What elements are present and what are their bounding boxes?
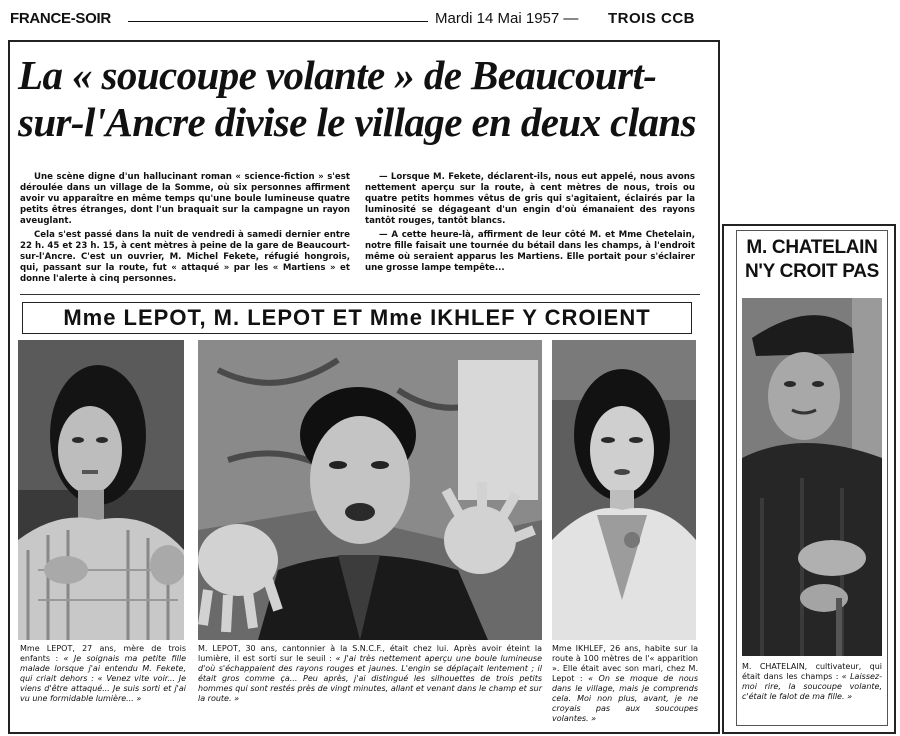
caption-quote: « On se moque de nous dans le village, mais je comprends cela. Moi non plus, avant, je ne croyais pas aux soucoupes volantes. » [552, 674, 698, 723]
sidebar-title [744, 236, 880, 284]
caption-mme-lepot [20, 644, 186, 704]
intro-paragraph: Une scène digne d'un hallucinant roman « science-fiction » s'est déroulée dans un village de la Somme, où six personnes affirment avoir vu apparaître en même temps qu'une boule lumineuse quatre petits êtres étranges, dont l'un braquait sur la campagne un rayon aveuglant. [20, 172, 350, 226]
issue-date: Mardi 14 Mai 1957 — [435, 10, 579, 27]
photo-m-lepot [198, 340, 542, 640]
intro-column-right [365, 172, 695, 277]
sidebar-title-line-2: N'Y CROIT PAS [745, 261, 879, 282]
intro-column-left [20, 172, 350, 288]
intro-paragraph: — Lorsque M. Fekete, déclarent-ils, nous eut appelé, nous avons nettement aperçu sur la route, à cent mètres de nous, trois ou quatre petits hommes vêtus de gris qui s'agitaient, éclairés par la luminosité se dégageant d'un engin d'où émanaient des rayons tantôt rouges, tantôt blancs. [365, 172, 695, 226]
intro-paragraph: Cela s'est passé dans la nuit de vendredi à samedi dernier entre 22 h. 45 et 23 h. 15, à cent mètres à peine de la gare de Beaucourt-sur-l'Ancre. C'est un ouvrier, M. Michel Fekete, réfugié hongrois, qui, passant sur la route, fut « attaqué » par les « Martiens » et donne l'alerte à cinq personnes. [20, 230, 350, 284]
masthead-rule [128, 21, 428, 22]
caption-lead: Mme IKHLEF, 26 ans, habite sur la route à 100 mètres de l'« apparition ». Elle était avec son mari, chez M. Lepot : [552, 644, 698, 683]
newspaper-name: FRANCE-SOIR [10, 10, 111, 27]
caption-quote: « Je soignais ma petite fille malade lorsque j'ai entendu M. Fekete, qui criait dehors : « Venez vite voir... Je viens d'être attaqué... Je suis sorti et j'ai vu une formidable lumière... » [20, 654, 186, 703]
caption-lead: Mme LEPOT, 27 ans, mère de trois enfants : [20, 644, 186, 663]
headline [18, 52, 708, 146]
photo-mme-ikhlef [552, 340, 696, 640]
intro-paragraph: — A cette heure-là, affirment de leur côté M. et Mme Chetelain, notre fille faisait une tournée du bétail dans les champs, à l'endroit même où seraient apparus les Martiens. Elle portait pour s'éclairer une grosse lampe tempête... [365, 230, 695, 273]
headline-line-1: La « soucoupe volante » de Beaucourt- [18, 52, 657, 98]
caption-mme-ikhlef [552, 644, 698, 724]
sidebar-title-line-1: M. CHATELAIN [746, 237, 878, 258]
photo-mme-lepot [18, 340, 184, 640]
edition-label: TROIS CCB [608, 10, 695, 27]
caption-m-lepot [198, 644, 542, 704]
caption-m-chatelain [742, 662, 882, 702]
masthead [10, 8, 890, 30]
headline-line-2: sur-l'Ancre divise le village en deux clans [18, 99, 696, 145]
caption-lead: M. LEPOT, 30 ans, cantonnier à la S.N.C.F., était chez lui. Après avoir éteint la lumière, il est sorti sur le seuil : [198, 644, 542, 663]
photo-m-chatelain [742, 298, 882, 656]
caption-quote: « Laissez-moi rire, la soucoupe volante, c'était le falot de ma fille. » [742, 672, 883, 701]
section-title: Mme LEPOT, M. LEPOT ET Mme IKHLEF Y CROIENT [22, 302, 692, 334]
caption-quote: « J'ai très nettement aperçu une boule lumineuse d'où s'échappaient des rayons rouges et jaunes. L'engin se déplaçait lentement ; il était gros comme ça... Peu après, j'ai distingué les silhouettes de trois petits hommes qui sont restés près de vingt minutes, allant et venant dans le champ et sur la route. » [198, 654, 543, 703]
caption-lead: M. CHATELAIN, cultivateur, qui était dans les champs : [742, 662, 882, 681]
section-divider [20, 294, 700, 295]
